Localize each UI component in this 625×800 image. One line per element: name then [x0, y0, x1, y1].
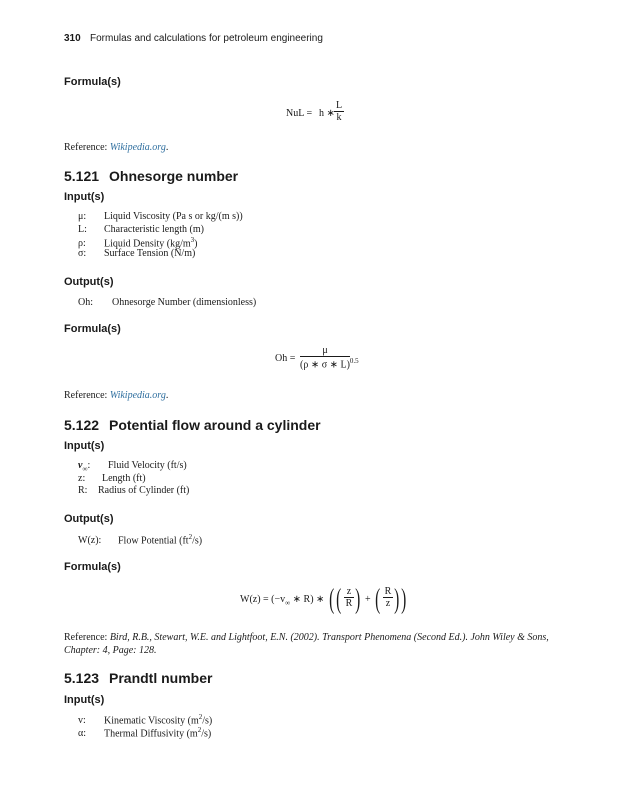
left-paren-outer: (: [329, 584, 335, 615]
page-number: 310: [64, 33, 81, 44]
eq-denominator: R: [345, 598, 353, 609]
eq-numerator: L: [335, 100, 343, 111]
section-title-5-123: 5.123 Prandtl number: [64, 670, 213, 686]
formula-heading: Formula(s): [64, 323, 121, 335]
eq-denominator: (ρ ∗ σ ∗ L)$^{0.5}$: [300, 357, 359, 371]
input-heading: Input(s): [64, 191, 105, 203]
input-row: σ: Surface Tension (N/m): [78, 248, 196, 259]
output-row: Oh: Ohnesorge Number (dimensionless): [78, 297, 257, 308]
formula-heading: Formula(s): [64, 561, 121, 573]
eq-lhs: NuL =: [286, 108, 313, 119]
reference: Reference: Wikipedia.org.: [64, 390, 169, 401]
eq-denominator: z: [383, 597, 393, 609]
left-paren-inner: (: [336, 584, 342, 615]
input-row: R: Radius of Cylinder (ft): [78, 485, 190, 496]
right-paren-outer: ): [401, 584, 407, 615]
reference: Reference: Wikipedia.org.: [64, 142, 169, 153]
potential-flow-equation: [240, 584, 407, 617]
reference-link[interactable]: Wikipedia.org: [109, 390, 166, 401]
input-heading: Input(s): [64, 694, 105, 706]
reference-continued: Chapter: 4, Page: 128.: [64, 645, 157, 656]
section-title-5-121: 5.121 Ohnesorge number: [64, 168, 239, 184]
eq-lhs: Oh =: [275, 353, 296, 364]
output-heading: Output(s): [64, 276, 114, 288]
input-row: ρ: Liquid Density $(kg/m^3)$: [78, 236, 198, 250]
input-row: z: Length (ft): [78, 473, 146, 484]
section-title-5-122: 5.122 Potential flow around a cylinder: [64, 417, 321, 433]
eq-numerator: R: [384, 586, 392, 597]
eq-numerator: z: [346, 586, 352, 597]
eq-denominator: k: [334, 111, 344, 123]
input-row: α: Thermal Diffusivity $(m^2/s)$: [78, 726, 212, 740]
input-row: L: Characteristic length (m): [78, 224, 204, 235]
input-heading: Input(s): [64, 440, 105, 452]
input-row: v: Kinematic Viscosity $(m^2/s)$: [78, 713, 213, 727]
eq-h: h ∗: [319, 108, 335, 119]
eq-numerator: μ: [322, 345, 328, 356]
right-paren-inner: ): [355, 584, 361, 615]
eq-lhs: $W(z) = (-v_\infty$ ∗ R) ∗: [240, 594, 325, 607]
right-paren-inner: ): [394, 584, 400, 615]
left-paren-inner: (: [375, 584, 381, 615]
eq-plus: +: [365, 594, 371, 605]
output-row: W(z): Flow Potential $(ft^2/s)$: [78, 533, 203, 547]
nusselt-equation: [286, 100, 366, 130]
output-heading: Output(s): [64, 513, 114, 525]
formula-heading: Formula(s): [64, 76, 121, 88]
input-row: $v_\infty$: Fluid Velocity (ft/s): [78, 460, 187, 473]
input-row: μ: Liquid Viscosity (Pa s or kg/(m s)): [78, 211, 243, 222]
reference-link[interactable]: Wikipedia.org: [109, 142, 166, 153]
reference: Reference: Bird, R.B., Stewart, W.E. and Lightfoot, E.N. (2002). Transport Phenomena (Second Ed.). John Wiley & Sons,: [64, 632, 549, 643]
ohnesorge-equation: [275, 345, 365, 375]
running-title: Formulas and calculations for petroleum engineering: [90, 33, 323, 44]
